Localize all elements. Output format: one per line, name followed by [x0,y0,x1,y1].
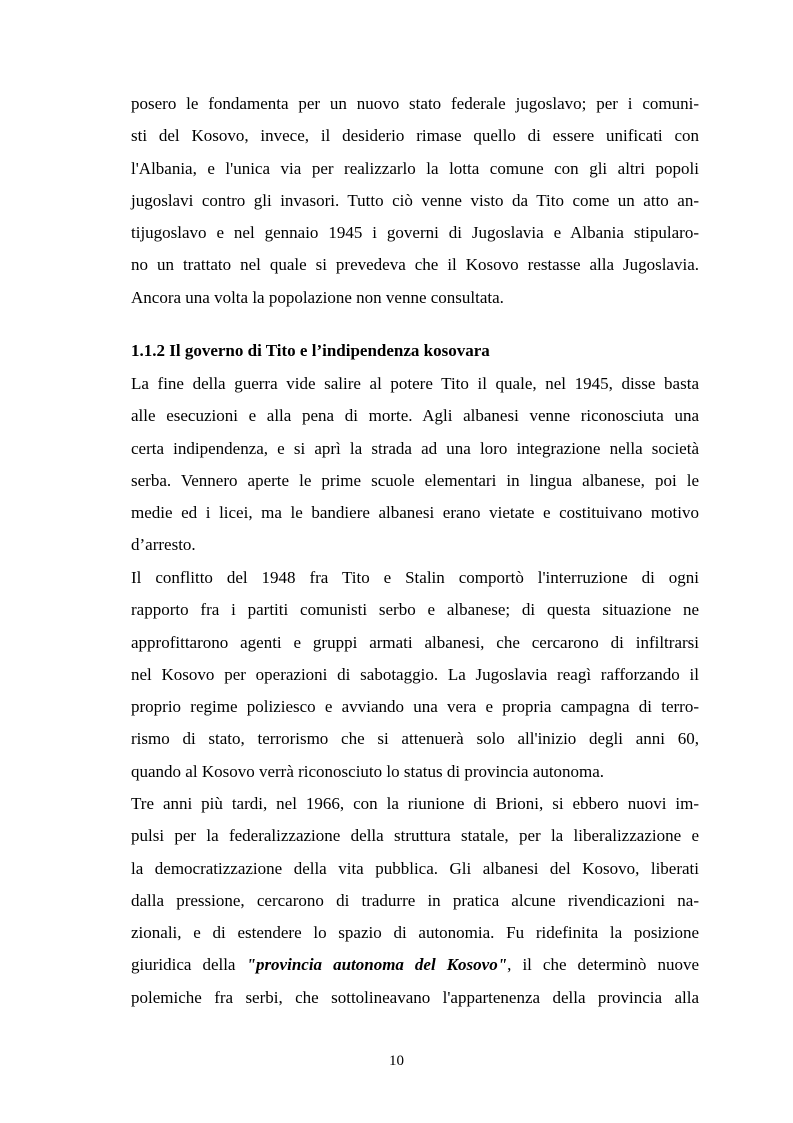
paragraph-3 [131,562,699,788]
paragraph-3-line: Il conflitto del 1948 fra Tito e Stalin comportò l'interruzione di ogni [131,568,699,587]
paragraph-4-line: la democratizzazione della vita pubblica. Gli albanesi del Kosovo, liberati [131,858,699,878]
paragraph-2 [131,368,699,562]
paragraph-4-line: polemiche fra serbi, che sottolineavano l'appartenenza della provincia alla [131,987,699,1007]
paragraph-3-line: quando al Kosovo verrà riconosciuto lo status di provincia autonoma. [131,761,605,781]
emph-line-before: giuridica della [131,955,247,975]
paragraph-3-line: nel Kosovo per operazioni di sabotaggio. La Jugoslavia reagì rafforzando il [131,664,699,684]
paragraph-3-line: rapporto fra i partiti comunisti serbo e albanese; di questa situazione ne [131,600,699,620]
paragraph-4-line: pulsi per la federalizzazione della struttura statale, per la liberalizzazione e [131,826,699,846]
paragraph-4-line: dalla pressione, cercarono di tradurre in pratica alcune rivendicazioni na- [131,890,699,910]
section-heading: 1.1.2 Il governo di Tito e l’indipendenza kosovara [131,341,490,360]
paragraph-2-line: d’arresto. [131,535,196,555]
paragraph-3-line: rismo di stato, terrorismo che si attenuerà solo all'inizio degli anni 60, [131,729,699,749]
paragraph-1-line: l'Albania, e l'unica via per realizzarlo la lotta comune con gli altri popoli [131,158,699,178]
emphasized-term: "provincia autonoma del Kosovo" [246,955,508,975]
paragraph-2-line: La fine della guerra vide salire al potere Tito il quale, nel 1945, disse basta [131,374,699,393]
paragraph-1-line: sti del Kosovo, invece, il desiderio rimase quello di essere unificati con [131,126,699,146]
paragraph-4 [131,788,699,1014]
paragraph-4-emph-line [131,949,699,981]
paragraph-2-line: alle esecuzioni e alla pena di morte. Agli albanesi venne riconosciuta una [131,406,699,426]
emph-line-after: , il che determinò nuove [507,955,699,975]
paragraph-1-line: tijugoslavo e nel gennaio 1945 i governi di Jugoslavia e Albania stipularo- [131,223,699,243]
paragraph-1-line: Ancora una volta la popolazione non venne consultata. [131,287,504,307]
paragraph-3-line: proprio regime poliziesco e avviando una vera e propria campagna di terro- [131,697,699,717]
paragraph-1-line: jugoslavi contro gli invasori. Tutto ciò venne visto da Tito come un atto an- [131,190,699,210]
paragraph-1 [131,88,699,314]
paragraph-1-line: posero le fondamenta per un nuovo stato federale jugoslavo; per i comuni- [131,94,699,113]
paragraph-2-line: certa indipendenza, e si aprì la strada ad una loro integrazione nella società [131,438,699,458]
paragraph-4-line: Tre anni più tardi, nel 1966, con la riunione di Brioni, si ebbero nuovi im- [131,794,699,813]
paragraph-3-line: approfittarono agenti e gruppi armati albanesi, che cercarono di infiltrarsi [131,632,699,652]
paragraph-1-line: no un trattato nel quale si prevedeva che il Kosovo restasse alla Jugoslavia. [131,255,699,275]
paragraph-4-line: zionali, e di estendere lo spazio di autonomia. Fu ridefinita la posizione [131,923,699,943]
paragraph-2-line: medie ed i licei, ma le bandiere albanesi erano vietate e costituivano motivo [131,503,699,523]
page-number: 10 [389,1053,404,1069]
paragraph-2-line: serba. Vennero aperte le prime scuole elementari in lingua albanese, poi le [131,470,699,490]
